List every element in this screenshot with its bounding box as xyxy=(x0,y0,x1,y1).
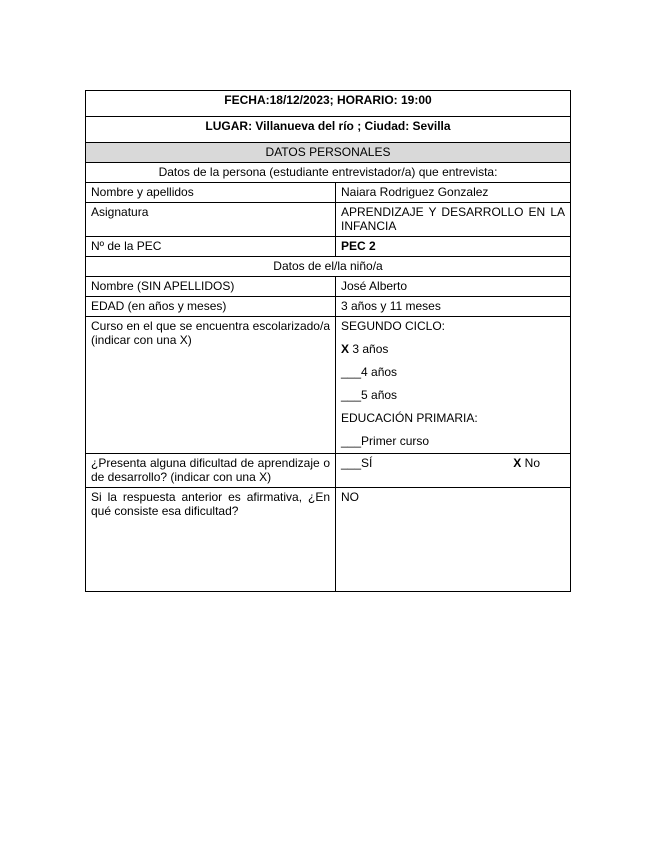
pec-row xyxy=(86,237,571,257)
child-name-row xyxy=(86,277,571,297)
course-option-3-text: 3 años xyxy=(349,342,389,356)
difficulty-no-option xyxy=(513,456,540,470)
course-option-first-grade: ___Primer curso xyxy=(341,434,430,448)
student-name-value: Naiara Rodriguez Gonzalez xyxy=(336,183,571,203)
detail-row xyxy=(86,488,571,592)
child-name-label: Nombre (SIN APELLIDOS) xyxy=(86,277,336,297)
child-section-row xyxy=(86,257,571,277)
section-title-row xyxy=(86,143,571,163)
child-age-row xyxy=(86,297,571,317)
student-name-row xyxy=(86,183,571,203)
pec-label: Nº de la PEC xyxy=(86,237,336,257)
course-row xyxy=(86,317,571,454)
difficulty-options xyxy=(336,454,571,488)
course-options xyxy=(336,317,571,454)
difficulty-label: ¿Presenta alguna dificultad de aprendizaje o de desarrollo? (indicar con una X) xyxy=(86,454,336,488)
course-option-3-mark: X xyxy=(341,342,350,356)
student-section-row xyxy=(86,163,571,183)
difficulty-no-mark: X xyxy=(513,456,522,470)
detail-value: NO xyxy=(336,488,571,592)
child-name-value: José Alberto xyxy=(336,277,571,297)
difficulty-row xyxy=(86,454,571,488)
place-cell: LUGAR: Villanueva del río ; Ciudad: Sevilla xyxy=(86,117,571,143)
interview-form-table xyxy=(85,90,571,592)
detail-label: Si la respuesta anterior es afirmativa, ¿En qué consiste esa dificultad? xyxy=(86,488,336,592)
student-name-label: Nombre y apellidos xyxy=(86,183,336,203)
course-cycle-heading: SEGUNDO CICLO: xyxy=(341,319,446,333)
course-option-4-years: ___4 años xyxy=(341,365,398,379)
course-label: Curso en el que se encuentra escolarizado/a (indicar con una X) xyxy=(86,317,336,454)
difficulty-yes-option: ___SÍ xyxy=(341,456,373,470)
child-age-value: 3 años y 11 meses xyxy=(336,297,571,317)
header-date-row xyxy=(86,91,571,117)
pec-value: PEC 2 xyxy=(336,237,571,257)
course-option-3-years xyxy=(341,342,565,356)
subject-label: Asignatura xyxy=(86,203,336,237)
subject-row xyxy=(86,203,571,237)
primary-heading: EDUCACIÓN PRIMARIA: xyxy=(341,411,478,425)
header-place-row xyxy=(86,117,571,143)
child-section-title: Datos de el/la niño/a xyxy=(86,257,571,277)
course-option-5-years: ___5 años xyxy=(341,388,398,402)
child-age-label: EDAD (en años y meses) xyxy=(86,297,336,317)
difficulty-no-text: No xyxy=(521,456,540,470)
subject-value: APRENDIZAJE Y DESARROLLO EN LA INFANCIA xyxy=(336,203,571,237)
date-time-cell: FECHA:18/12/2023; HORARIO: 19:00 xyxy=(86,91,571,117)
section-title: DATOS PERSONALES xyxy=(86,143,571,163)
student-section-title: Datos de la persona (estudiante entrevistador/a) que entrevista: xyxy=(86,163,571,183)
